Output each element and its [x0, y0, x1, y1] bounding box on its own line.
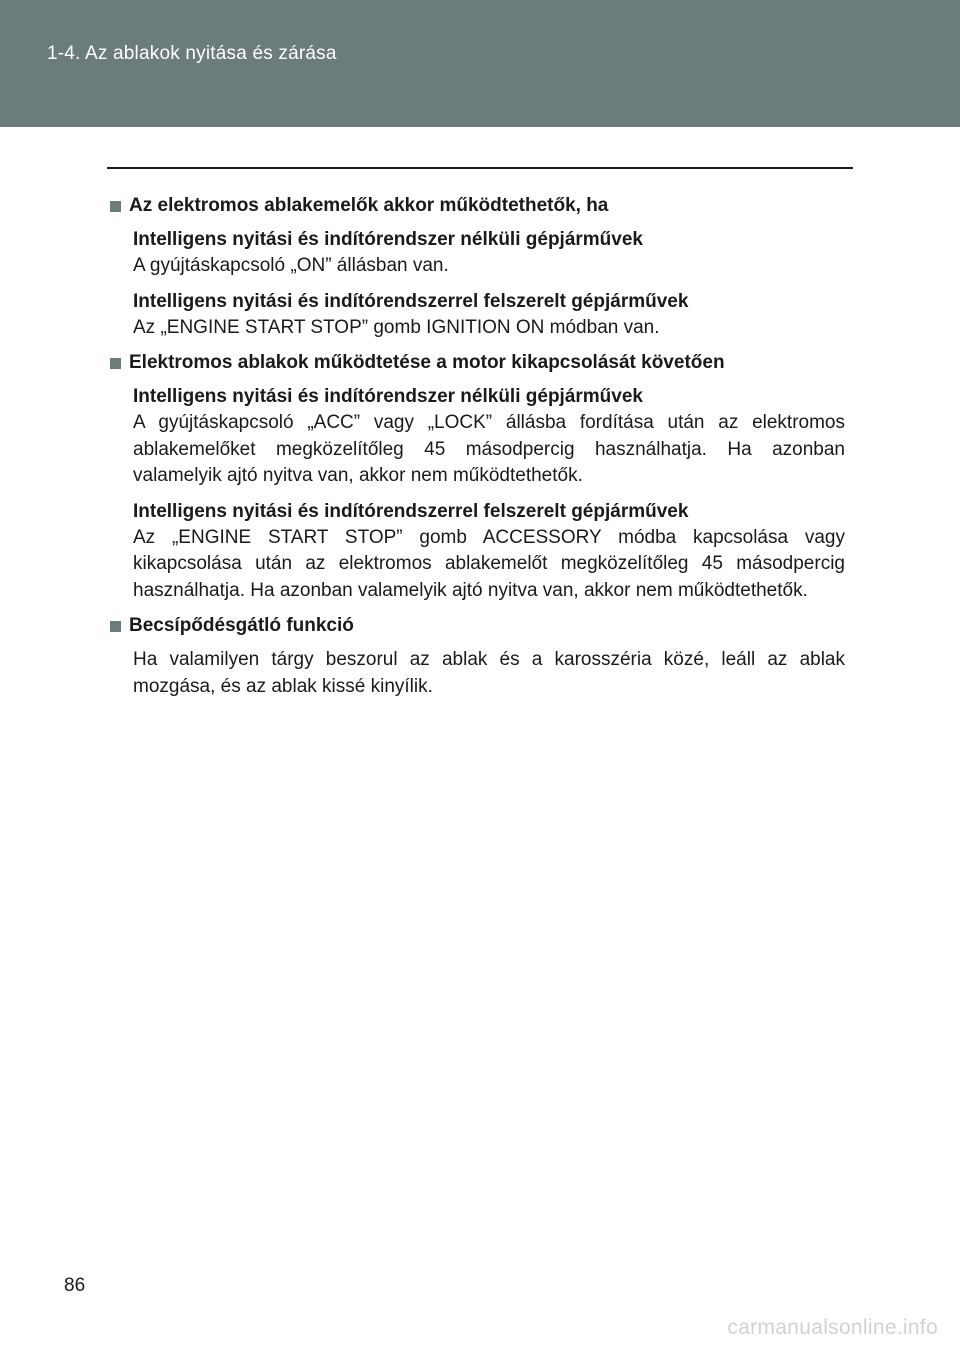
square-bullet-icon — [110, 201, 121, 212]
text-block — [133, 289, 845, 342]
watermark: carmanualsonline.info — [727, 1316, 938, 1339]
section-heading-text: Becsípődésgátló funkció — [129, 615, 354, 636]
subheading: Intelligens nyitási és indítórendszerrel felszerelt gépjárművek — [133, 500, 689, 522]
body-text: Az „ENGINE START STOP” gomb IGNITION ON módban van. — [133, 316, 660, 338]
section-after-engine-off — [110, 350, 845, 604]
section-jam-protection — [110, 613, 845, 700]
text-block — [133, 647, 845, 700]
top-rule — [107, 167, 853, 169]
square-bullet-icon — [110, 358, 121, 369]
subheading: Intelligens nyitási és indítórendszer nélküli gépjárművek — [133, 386, 643, 407]
subheading: Intelligens nyitási és indítórendszerrel felszerelt gépjárművek — [133, 290, 689, 312]
section-heading — [110, 613, 845, 639]
text-block — [133, 499, 845, 605]
section-heading-text: Elektromos ablakok működtetése a motor kikapcsolását követően — [129, 352, 725, 373]
body-text: A gyújtáskapcsoló „ON” állásban van. — [133, 255, 449, 276]
page-content — [110, 193, 845, 709]
square-bullet-icon — [110, 621, 121, 632]
body-text: A gyújtáskapcsoló „ACC” vagy „LOCK” állásba fordítása után az elektromos ablakemelőket megközelítőleg 45 másodpercig használhatja. Ha azonban valamelyik ajtó nyitva van, akkor nem működtethetők. — [133, 412, 845, 486]
body-text: Ha valamilyen tárgy beszorul az ablak és a karosszéria közé, leáll az ablak mozgása, és az ablak kissé kinyílik. — [133, 649, 845, 697]
section-heading — [110, 350, 845, 376]
header-band — [0, 0, 960, 127]
subheading: Intelligens nyitási és indítórendszer nélküli gépjárművek — [133, 229, 643, 250]
section-title: 1-4. Az ablakok nyitása és zárása — [47, 43, 337, 64]
section-operating-conditions — [110, 193, 845, 341]
body-text: Az „ENGINE START STOP” gomb ACCESSORY módba kapcsolása vagy kikapcsolása után az elektromos ablakemelőt megközelítőleg 45 másodpercig használhatja. Ha azonban valamelyik ajtó nyitva van, akkor nem működtethetők. — [133, 526, 845, 601]
page-number: 86 — [64, 1275, 86, 1296]
section-heading — [110, 193, 845, 219]
text-block — [133, 384, 845, 490]
section-heading-text: Az elektromos ablakemelők akkor működtethetők, ha — [129, 195, 609, 216]
text-block — [133, 227, 845, 280]
